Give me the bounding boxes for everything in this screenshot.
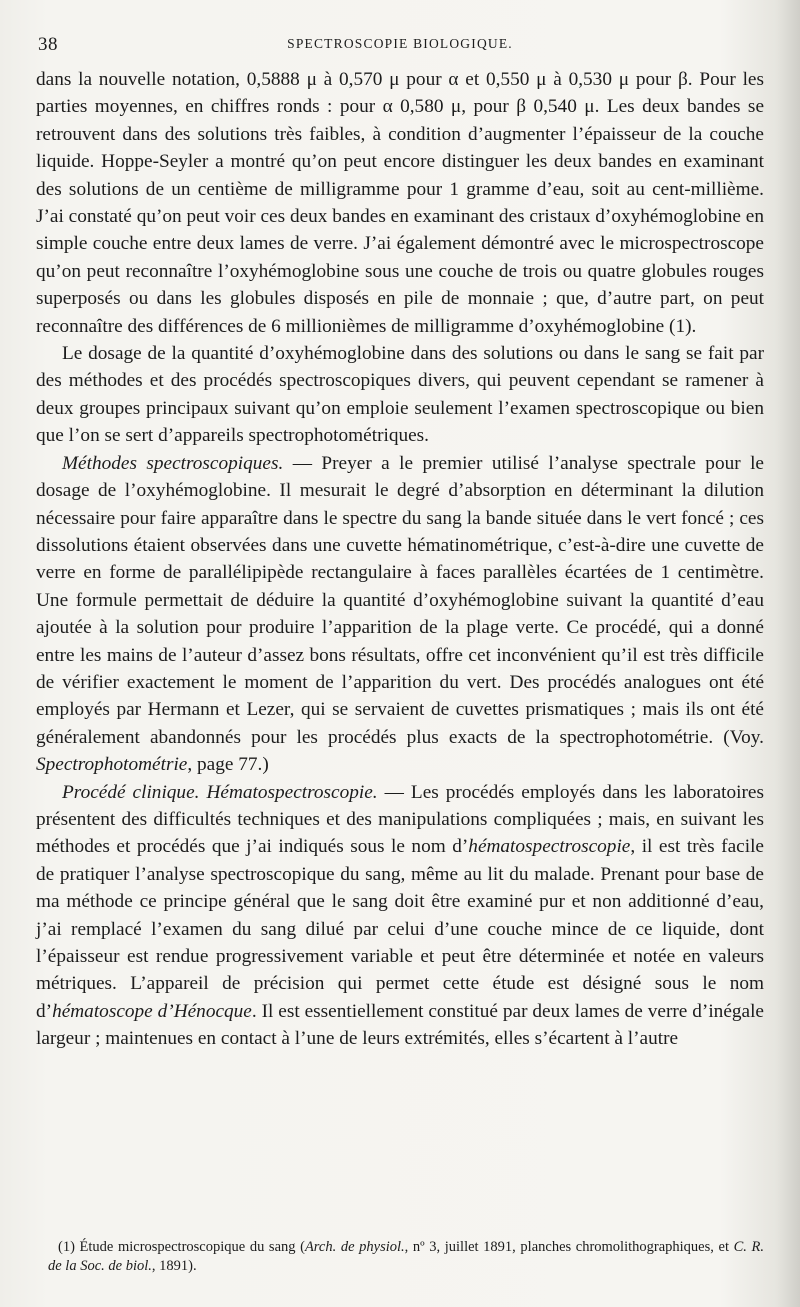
paragraph-methodes-spectroscopiques [36, 450, 764, 779]
paragraph-text: — Les procédés employés dans les laboratoires présentent des difficultés techniques et des manipulations compliquées ; mais, en suivant les méthodes et procédés que j’ai indiqués sous le nom d’ [36, 781, 764, 858]
section-heading-methodes: Méthodes spectroscopiques. [62, 452, 284, 474]
footnote-text: , 1891). [151, 1258, 197, 1274]
paragraph-text: — Preyer a le premier utilisé l’analyse spectrale pour le dosage de l’oxyhémoglobine. Il mesurait le degré d’absorption en déterminant la dilution nécessaire pour faire apparaître dans le spectre du sang la bande située dans le vert foncé ; ces dissolutions étaient observées dans une cuvette hématinométrique, c’est-à-dire une cuvette de verre en forme de parallélipipède rectangulaire à faces parallèles écartées de 1 centimètre. Une formule permettait de déduire la quantité d’oxyhémoglobine suivant la quantité d’eau ajoutée à la solution pour produire l’apparition de la plage verte. Ce procédé, qui a donné entre les mains de l’auteur d’assez bons résultats, offre cet inconvénient qu’il est très difficile de vérifier exactement le moment de l’apparition du vert. Des procédés analogues ont été employés par Hermann et Lezer, qui se servaient de cuvettes prismatiques ; mais ils ont été généralement abandonnés pour les procédés plus exacts de la spectrophotométrie. (Voy. [36, 452, 764, 748]
body-text [36, 66, 764, 1053]
term-hematoscope: hématoscope d’Hénocque [52, 1000, 252, 1022]
footnote-text: , nº 3, juillet 1891, planches chromolithographiques, et [404, 1239, 734, 1255]
footnote-marker: (1) [58, 1239, 80, 1255]
section-heading-procede: Procédé clinique. Hématospectroscopie. [62, 781, 378, 803]
paragraph-dosage: Le dosage de la quantité d’oxyhémoglobine dans des solutions ou dans le sang se fait par des méthodes et des procédés spectroscopiques divers, qui peuvent cependant se ramener à deux groupes principaux suivant qu’on emploie seulement l’examen spectroscopique ou bien que l’on se sert d’appareils spectrophotométriques. [36, 343, 764, 447]
running-title: SPECTROSCOPIE BIOLOGIQUE. [287, 36, 513, 51]
footnote-journal: Arch. de physiol. [304, 1239, 405, 1255]
page-number: 38 [38, 34, 58, 55]
paragraph-text-end: , page 77.) [187, 754, 269, 776]
footnotes [48, 1238, 764, 1276]
paragraph-procede-clinique [36, 779, 764, 1053]
footnote-1 [48, 1238, 764, 1276]
footnote-journal: C. R. de la Soc. de biol. [48, 1239, 764, 1274]
paragraph-text: . Il est essentiellement constitué par deux lames de verre d’inégale largeur ; maintenues en contact à l’une de leurs extrémités, elles s’écartent à l’autre [36, 1000, 764, 1050]
term-hematospectroscopie: hématospectroscopie [468, 836, 631, 858]
cross-reference: Spectrophotométrie [36, 754, 188, 776]
paragraph-text: , il est très facile de pratiquer l’analyse spectroscopique du sang, même au lit du malade. Prenant pour base de ma méthode ce principe général que le sang doit être examiné pur et non additionné d’eau, j’ai remplacé l’examen du sang dilué par celui d’une couche mince de ce liquide, dont l’épaisseur est rendue progressivement variable et peut être déterminée et notée en valeurs métriques. L’appareil de précision qui permet cette étude est désigné sous le nom d’ [36, 836, 764, 1022]
page-header [38, 34, 762, 60]
footnote-text: Étude microspectroscopique du sang ( [79, 1239, 305, 1255]
paragraph-continuation: dans la nouvelle notation, 0,5888 μ à 0,570 μ pour α et 0,550 μ à 0,530 μ pour β. Pour les parties moyennes, en chiffres ronds : pour α 0,580 μ, pour β 0,540 μ. Les deux bandes se retrouvent dans des solutions très faibles, à condition d’augmenter l’épaisseur de la couche liquide. Hoppe-Seyler a montré qu’on peut encore distinguer les deux bandes en examinant des solutions de un centième de milligramme pour 1 gramme d’eau, soit au cent-millième. J’ai constaté qu’on peut voir ces deux bandes en examinant des cristaux d’oxyhémoglobine en simple couche entre deux lames de verre. J’ai également démontré avec le microspectroscope qu’on peut reconnaître l’oxyhémoglobine sous une couche de trois ou quatre globules rouges superposés ou dans les globules disposés en pile de monnaie ; que, d’autre part, on peut reconnaître des différences de 6 millionièmes de milligramme d’oxyhémoglobine (1). [36, 69, 764, 337]
